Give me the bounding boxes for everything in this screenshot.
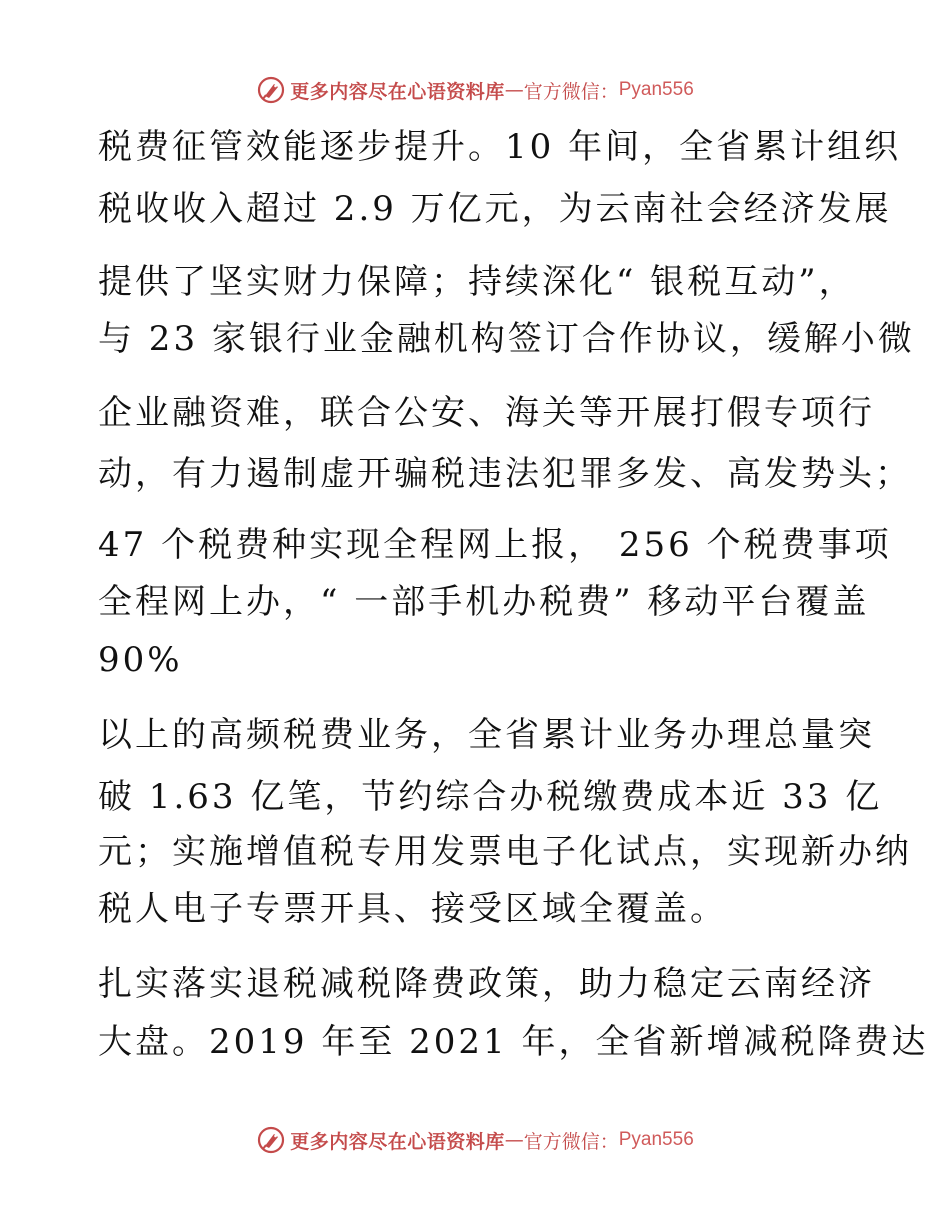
watermark-wechat-id: Pyan556 <box>618 1129 694 1150</box>
watermark-text: 更多内容尽在心语资料库 <box>290 80 505 103</box>
watermark-separator: — <box>504 1129 524 1151</box>
text-line: 破 1.63 亿笔，节约综合办税缴费成本近 33 亿 <box>98 777 883 817</box>
text-line: 全程网上办，“ 一部手机办税费” 移动平台覆盖 <box>98 582 870 622</box>
text-line: 扎实落实退税减税降费政策，助力稳定云南经济 <box>98 964 875 1004</box>
text-line: 元；实施增值税专用发票电子化试点，实现新办纳 <box>98 832 912 872</box>
text-line: 提供了坚实财力保障；持续深化“ 银税互动”， <box>98 262 856 302</box>
watermark-wechat-id: Pyan556 <box>618 79 694 100</box>
text-line: 90% <box>98 640 183 680</box>
watermark-text: 更多内容尽在心语资料库 <box>290 1130 505 1153</box>
watermark-separator: — <box>504 79 524 101</box>
watermark-wechat-label: 官方微信： <box>523 80 619 103</box>
watermark-banner-bottom <box>0 1120 950 1160</box>
text-line: 税收收入超过 2.9 万亿元，为云南社会经济发展 <box>98 189 892 229</box>
text-line: 税费征管效能逐步提升。10 年间，全省累计组织 <box>98 127 902 167</box>
text-line: 税人电子专票开具、接受区域全覆盖。 <box>98 889 727 929</box>
text-line: 大盘。2019 年至 2021 年，全省新增减税降费达 <box>98 1022 929 1062</box>
text-line: 企业融资难，联合公安、海关等开展打假专项行 <box>98 393 875 433</box>
text-line: 动，有力遏制虚开骗税违法犯罪多发、高发势头； <box>98 454 912 494</box>
watermark-wechat-label: 官方微信： <box>523 1130 619 1153</box>
text-line: 47 个税费种实现全程网上报， 256 个税费事项 <box>98 525 892 565</box>
text-line: 与 23 家银行业金融机构签订合作协议，缓解小微 <box>98 319 915 359</box>
pen-nib-logo-icon <box>256 1125 286 1155</box>
text-line: 以上的高频税费业务，全省累计业务办理总量突 <box>98 715 875 755</box>
